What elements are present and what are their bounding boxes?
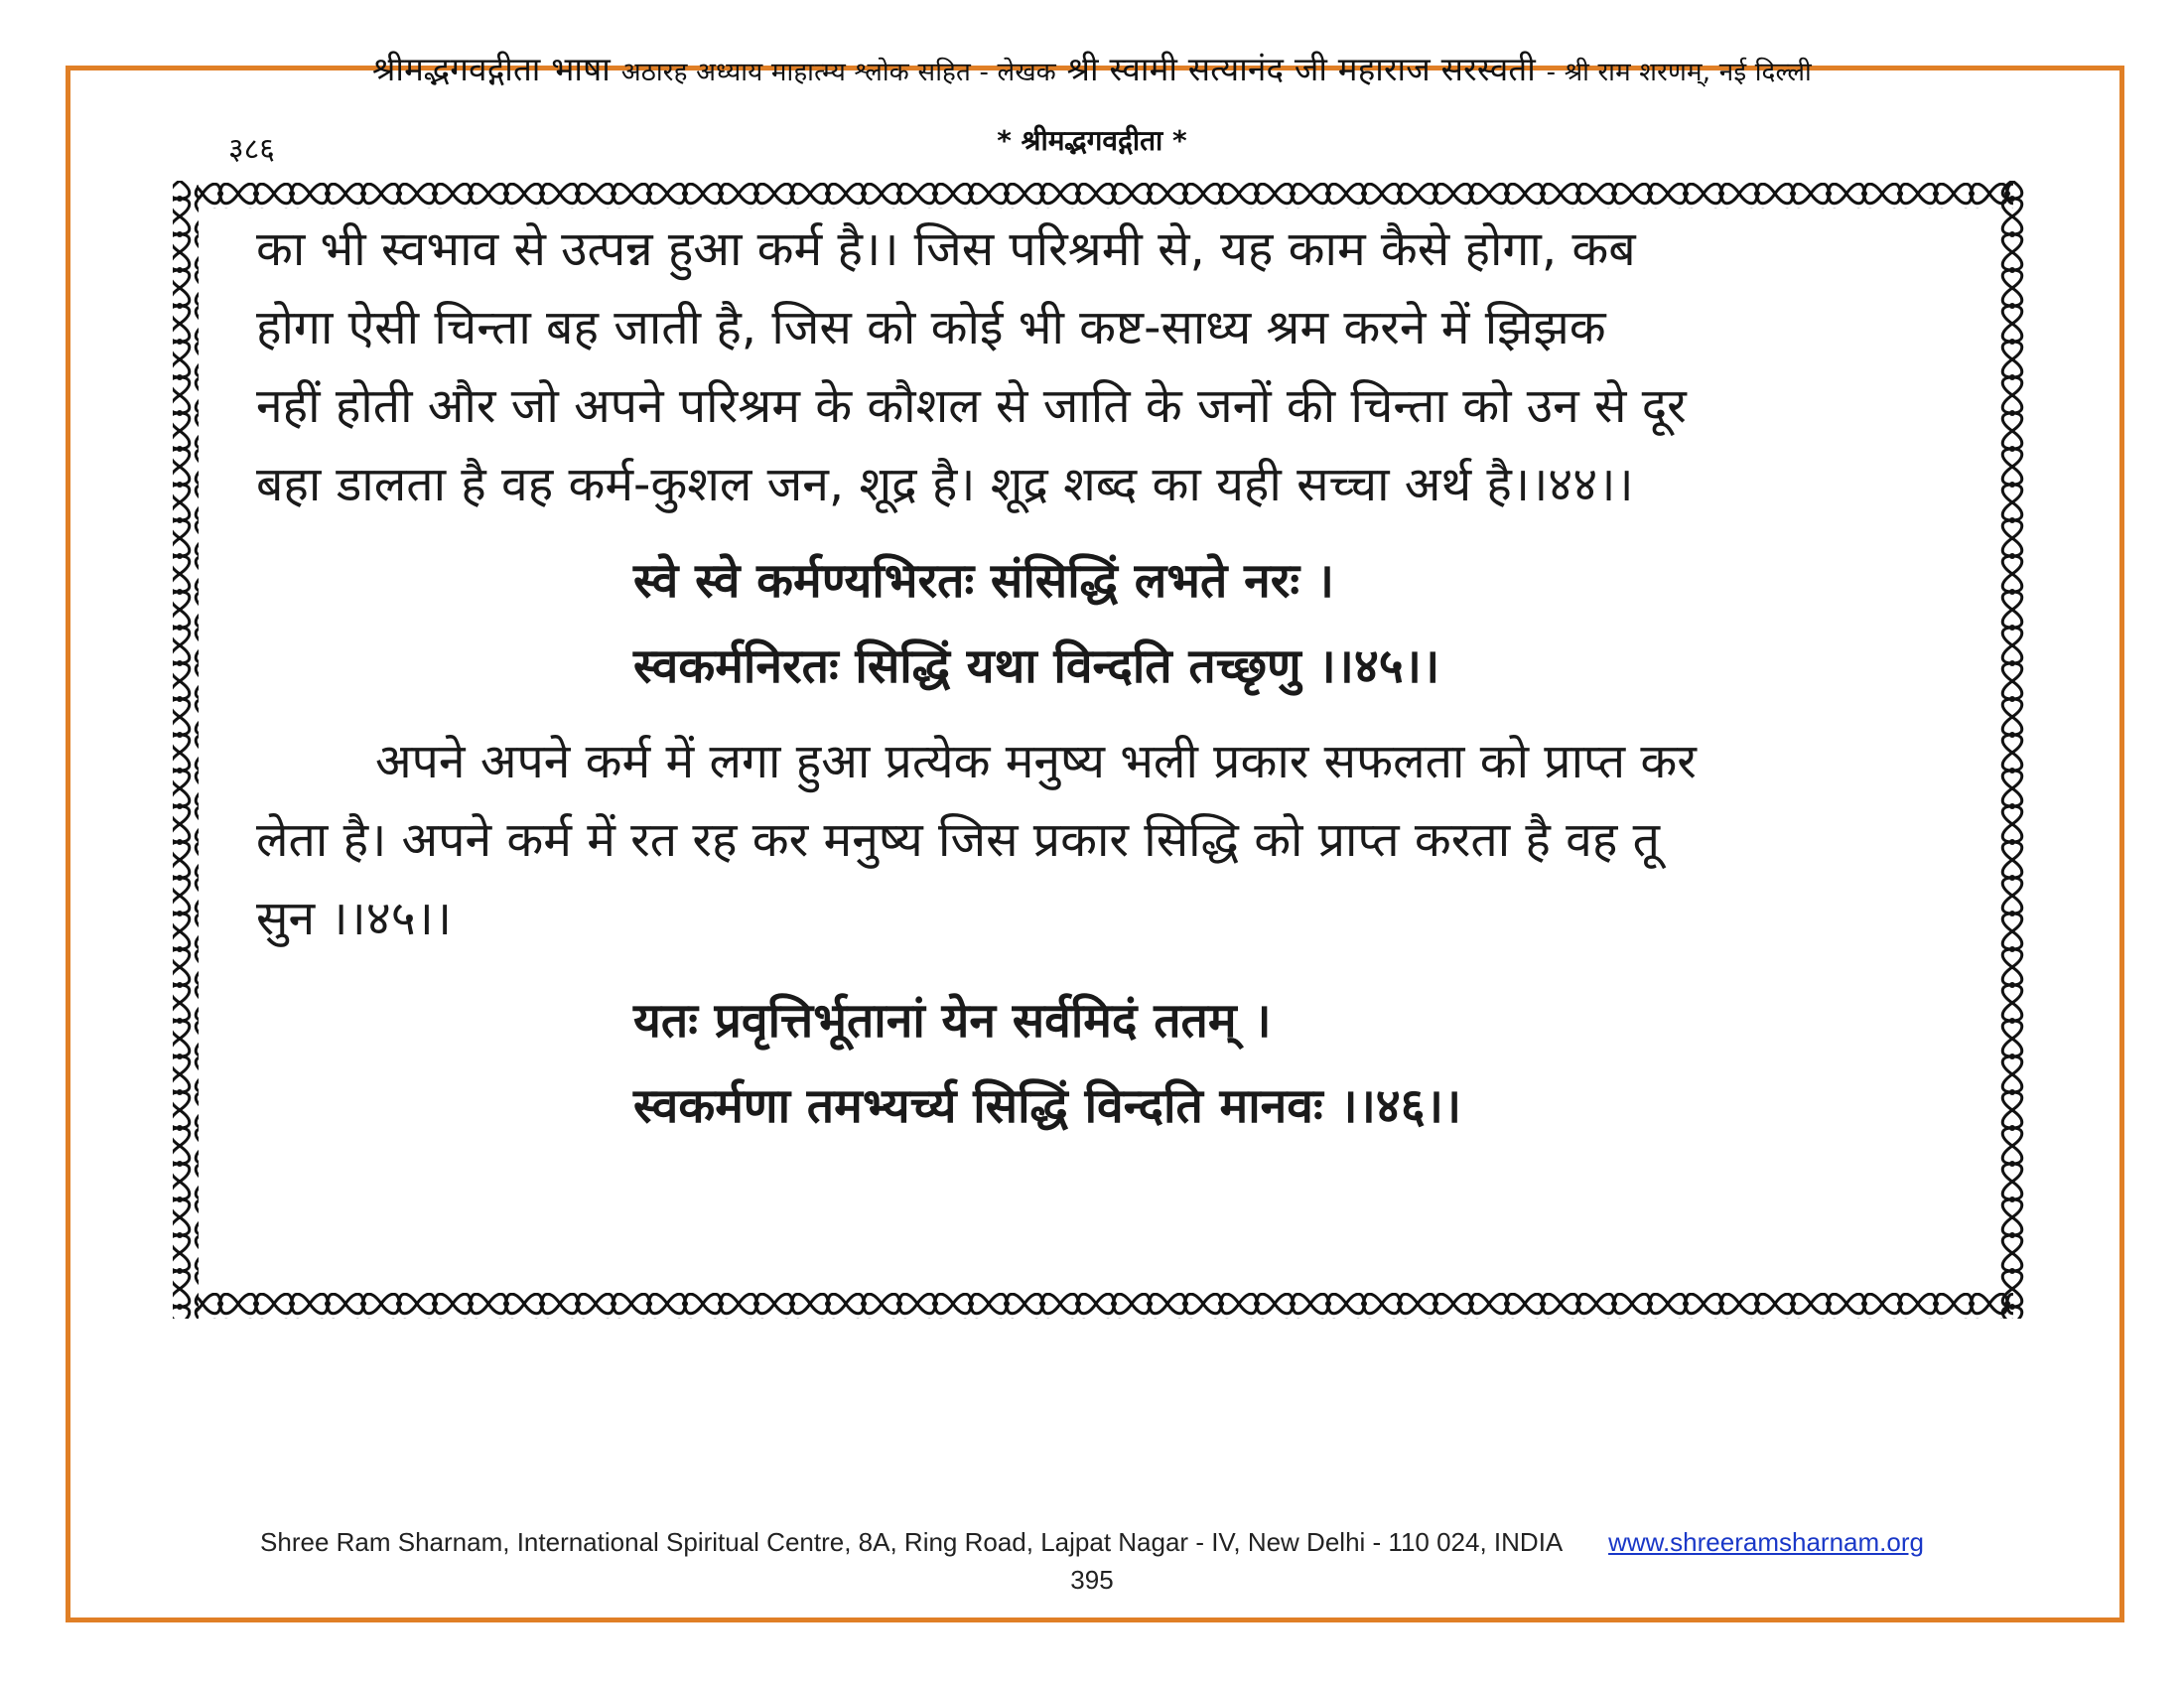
book-page-number: ३८६ — [228, 132, 275, 167]
header-author: श्री स्वामी सत्यानंद जी महाराज सरस्वती — [1066, 50, 1536, 88]
text-line: होगा ऐसी चिन्ता बह जाती है, जिस को कोई भी कष्ट-साध्य श्रम करने में झिझक — [256, 300, 1606, 355]
border-right — [1999, 181, 2025, 1319]
website-link[interactable]: www.shreeramsharnam.org — [1608, 1527, 1924, 1557]
header-publisher: - श्री राम शरणम्, नई दिल्ली — [1546, 58, 1812, 87]
verse-line: स्वकर्मणा तमभ्यर्च्य सिद्धिं विन्दति मानवः ।।४६।। — [633, 1078, 1462, 1134]
text-line: बहा डालता है वह कर्म-कुशल जन, शूद्र है। शूद्र शब्द का यही सच्चा अर्थ है।।४४।। — [256, 457, 1634, 512]
border-top — [197, 183, 2013, 209]
text-line: का भी स्वभाव से उत्पन्न हुआ कर्म है।। जिस परिश्रमी से, यह काम कैसे होगा, कब — [256, 221, 1636, 277]
scanned-page — [167, 181, 2033, 1329]
text-line: सुन ।।४५।। — [256, 891, 453, 946]
text-line: लेता है। अपने कर्म में रत रह कर मनुष्य जिस प्रकार सिद्धि को प्राप्त करता है वह तू — [256, 812, 1660, 868]
page-footer — [0, 1527, 2184, 1558]
page-content — [256, 211, 1934, 1149]
page-header — [0, 46, 2184, 90]
header-book-title: श्रीमद्भगवद्गीता भाषा — [372, 50, 611, 88]
text-line: नहीं होती और जो अपने परिश्रम के कौशल से जाति के जनों की चिन्ता को उन से दूर — [256, 378, 1687, 434]
running-title: * श्रीमद्भगवद्गीता * — [997, 124, 1187, 157]
verse-line: यतः प्रवृत्तिर्भूतानां येन सर्वमिदं ततम् । — [633, 993, 1272, 1049]
verse-line: स्वे स्वे कर्मण्यभिरतः संसिद्धिं लभते नरः । — [633, 553, 1334, 609]
text-line: अपने अपने कर्म में लगा हुआ प्रत्येक मनुष्य भली प्रकार सफलता को प्राप्त कर — [375, 734, 1697, 789]
header-subtitle: अठारह अध्याय माहात्म्य श्लोक सहित - लेखक — [620, 58, 1056, 87]
verse-45 — [256, 538, 1934, 709]
border-bottom — [197, 1293, 2013, 1319]
verse-46 — [256, 978, 1934, 1149]
footer-address: Shree Ram Sharnam, International Spiritual Centre, 8A, Ring Road, Lajpat Nagar - IV, New Delhi - 110 024, INDIA — [260, 1527, 1562, 1557]
border-left — [173, 181, 199, 1319]
verse-line: स्वकर्मनिरतः सिद्धिं यथा विन्दति तच्छृणु ।।४५।। — [633, 638, 1440, 694]
page-number: 395 — [1070, 1565, 1114, 1595]
paragraph-2 — [256, 723, 1934, 958]
paragraph-1 — [256, 211, 1934, 524]
